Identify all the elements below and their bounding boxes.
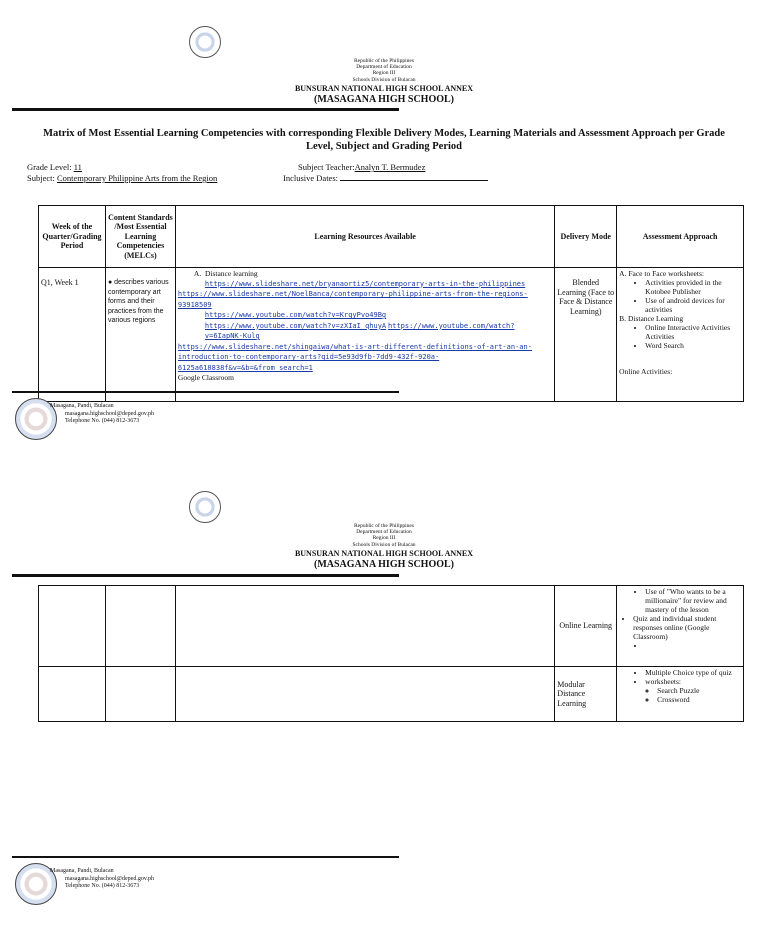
header-week: Week of the Quarter/Grading Period [39, 206, 106, 268]
footer-rule [12, 856, 399, 858]
school-subname: (MASAGANA HIGH SCHOOL) [313, 559, 454, 570]
week-cell: Q1, Week 1 [39, 268, 106, 402]
header-rule [12, 108, 399, 111]
resource-link[interactable]: https://www.slideshare.net/NoelBanca/contemporary-philippine-arts-from-the-regions-93918509 [177, 290, 528, 309]
melc-cell [105, 667, 175, 722]
header-delivery: Delivery Mode [555, 206, 617, 268]
google-classroom: Google Classroom [177, 373, 234, 382]
matrix-table [38, 205, 744, 402]
week-cell [39, 586, 106, 667]
footer-rule [12, 391, 399, 393]
deped-seal-icon [189, 26, 221, 58]
matrix-table-continued [38, 585, 744, 722]
delivery-cell: Blended Learning (Face to Face & Distance Learning) [555, 268, 617, 402]
resources-cell: A. Distance learning https://www.slideshare.net/bryanaortiz5/contemporary-arts-in-the-philippines https://www.slideshare.net/NoelBanca/contemporary-philippine-arts-from-the-regions-93918509 https://www.youtube.com/watch?v=KrqyPvo49Bg https://www.youtube.com/watch?v=zXIaI_qhuyA https://www.youtube.com/watch?v=6IapNK-Kulg https://www.slideshare.net/shingaiwa/what-is-art-different-definitions-of-art-an-an-introduction-to-contemporary-arts?qid=5e93d9fb-7dd9-432f-920a-6125a618838f&v=&b=&from_search=1 Google Classroom [175, 268, 554, 402]
resources-cell [175, 586, 554, 667]
assessment-cell: A. Face to Face worksheets: • Activities provided in the Kotobee Publisher • Use of android devices for activities B. Distance Learning • Online Interactive Activities Activities • Word Search Online Activities: [617, 268, 744, 402]
inclusive-dates: Inclusive Dates: [283, 173, 488, 183]
footer-info: Masagana, Pandi, Bulacan masagana.highschool@deped.gov.ph Telephone No. (044) 812-3673 [50, 868, 154, 889]
school-subname: (MASAGANA HIGH SCHOOL) [313, 94, 454, 105]
resource-link[interactable]: https://www.slideshare.net/bryanaortiz5/contemporary-arts-in-the-philippines [204, 279, 526, 288]
deped-seal-icon [189, 491, 221, 523]
header-assessment: Assessment Approach [617, 206, 744, 268]
melc-cell [105, 586, 175, 667]
delivery-cell: Online Learning [555, 586, 617, 667]
resource-link[interactable]: https://www.youtube.com/watch?v=zXIaI_qhuyA [204, 321, 387, 330]
header-rule [12, 574, 399, 577]
school-name: BUNSURAN NATIONAL HIGH SCHOOL ANNEX [294, 84, 474, 93]
header-melc: Content Standards /Most Essential Learning Competencies (MELCs) [105, 206, 175, 268]
page-title: Matrix of Most Essential Learning Competencies with corresponding Flexible Delivery Modes, Learning Materials and Assessment Approach per Grade Level, Subject and Grading Period [43, 128, 725, 152]
subject-teacher: Subject Teacher:Analyn T. Bermudez [298, 162, 426, 172]
footer-info: Masagana, Pandi, Bulacan masagana.highschool@deped.gov.ph Telephone No. (044) 812-3673 [50, 403, 154, 424]
school-name: BUNSURAN NATIONAL HIGH SCHOOL ANNEX [294, 549, 474, 558]
subject: Subject: Contemporary Philippine Arts from the Region [27, 173, 218, 183]
resource-link[interactable]: https://www.youtube.com/watch?v=KrqyPvo49Bg [204, 311, 387, 319]
melc-cell: ● describes various contemporary art forms and their practices from the various regions [105, 268, 175, 402]
assessment-cell: • Multiple Choice type of quiz • worksheets: ◦ Search Puzzle ◦ Crossword [617, 667, 744, 722]
grade-level: Grade Level: 11 [27, 162, 82, 172]
resources-cell [175, 667, 554, 722]
delivery-cell: Modular Distance Learning [555, 667, 617, 722]
header-lines: Republic of the Philippines Department of Education Region III Schools Division of Bulacan [352, 58, 416, 83]
header-resources: Learning Resources Available [175, 206, 554, 268]
resource-link[interactable]: https://www.youtube.com/watch?v=6IapNK-Kulg [204, 321, 515, 340]
resource-link[interactable]: https://www.slideshare.net/shingaiwa/what-is-art-different-definitions-of-art-an-an-introduction-to-contemporary-arts?qid=5e93d9fb-7dd9-432f-920a-6125a618838f&v=&b=&from_search=1 [177, 342, 532, 372]
header-lines: Republic of the Philippines Department of Education Region III Schools Division of Bulacan [352, 523, 416, 548]
assessment-cell: • Use of "Who wants to be a millionaire" for review and mastery of the lesson • Quiz and individual student responses online (Google Classroom) • [617, 586, 744, 667]
week-cell [39, 667, 106, 722]
